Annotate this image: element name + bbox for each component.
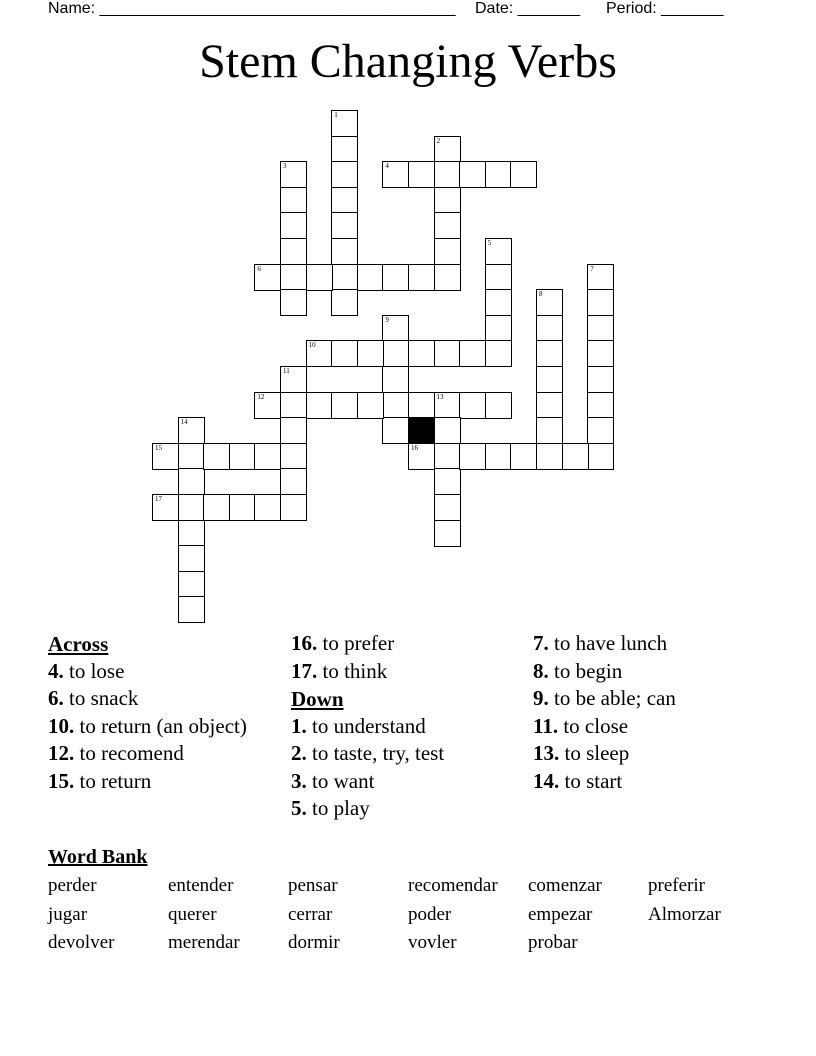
crossword-cell[interactable] xyxy=(434,136,461,163)
crossword-cell[interactable] xyxy=(382,264,409,291)
crossword-cell[interactable] xyxy=(434,392,461,419)
clue-down-1: 1. to understand xyxy=(291,713,426,738)
clue-across-15: 15. to return xyxy=(48,768,152,793)
crossword-cell[interactable] xyxy=(357,264,384,291)
clues-column-2 xyxy=(291,631,526,824)
page-title: Stem Changing Verbs xyxy=(199,35,617,88)
crossword-cell[interactable] xyxy=(408,443,435,470)
down-heading: Down xyxy=(291,687,344,711)
clue-down-11: 11. to close xyxy=(533,713,629,738)
crossword-cell[interactable] xyxy=(152,494,179,521)
clue-number: 13 xyxy=(436,392,444,401)
crossword-cell[interactable] xyxy=(280,443,307,470)
clue-number: 6 xyxy=(257,264,261,273)
crossword-cell[interactable] xyxy=(280,161,307,188)
crossword-cell[interactable] xyxy=(587,264,614,291)
crossword-cell[interactable] xyxy=(434,340,461,367)
crossword-cell[interactable] xyxy=(331,340,358,367)
crossword-cell[interactable] xyxy=(331,289,358,316)
clue-across-6: 6. to snack xyxy=(48,686,139,710)
word-bank-title: Word Bank xyxy=(48,846,148,868)
clue-down-8: 8. to begin xyxy=(533,658,623,683)
crossword-cell[interactable] xyxy=(434,187,461,214)
crossword-cell[interactable] xyxy=(331,161,358,188)
clue-number: 17 xyxy=(155,495,162,503)
crossword-cell[interactable] xyxy=(280,289,307,316)
clue-number: 7 xyxy=(590,264,594,273)
clues-column-3 xyxy=(533,631,773,796)
crossword-cell[interactable] xyxy=(382,340,409,367)
crossword-cell[interactable] xyxy=(434,520,461,547)
crossword-cell[interactable] xyxy=(536,366,563,393)
crossword-cell[interactable] xyxy=(254,264,281,291)
word-bank-item: empezar xyxy=(528,904,593,925)
crossword-cell[interactable] xyxy=(229,443,256,470)
crossword-cell[interactable] xyxy=(408,392,435,419)
crossword-cell[interactable] xyxy=(459,340,486,367)
clue-down-7: 7. to have lunch xyxy=(533,631,668,655)
word-bank-item: merendar xyxy=(168,932,240,953)
crossword-cell[interactable] xyxy=(331,238,358,265)
crossword-cell[interactable] xyxy=(280,238,307,265)
period-field[interactable]: Period: _______ xyxy=(606,0,724,17)
crossword-cell[interactable] xyxy=(382,366,409,393)
crossword-cell[interactable] xyxy=(331,136,358,163)
crossword-black-cell xyxy=(408,417,435,444)
crossword-cell[interactable] xyxy=(178,571,205,598)
crossword-cell[interactable] xyxy=(434,468,461,495)
crossword-cell[interactable] xyxy=(178,468,205,495)
crossword-cell[interactable] xyxy=(510,443,537,470)
crossword-cell[interactable] xyxy=(485,161,512,188)
crossword-cell[interactable] xyxy=(434,212,461,239)
crossword-cell[interactable] xyxy=(587,366,614,393)
crossword-cell[interactable] xyxy=(434,417,461,444)
crossword-cell[interactable] xyxy=(536,443,563,470)
crossword-cell[interactable] xyxy=(280,264,307,291)
clue-down-9: 9. to be able; can xyxy=(533,686,676,710)
clue-across-17: 17. to think xyxy=(291,658,388,683)
crossword-cell[interactable] xyxy=(408,340,435,367)
crossword-cell[interactable] xyxy=(485,315,512,342)
word-bank-item: recomendar xyxy=(408,875,498,896)
clue-down-3: 3. to want xyxy=(291,768,375,793)
crossword-cell[interactable] xyxy=(331,110,358,137)
crossword-cell[interactable] xyxy=(331,264,358,291)
word-bank-item: cerrar xyxy=(288,904,333,925)
crossword-cell[interactable] xyxy=(178,417,205,444)
clue-number: 8 xyxy=(539,290,543,299)
crossword-cell[interactable] xyxy=(306,340,333,367)
clue-number: 1 xyxy=(334,111,338,119)
word-bank-item: pensar xyxy=(288,875,338,896)
crossword-cell[interactable] xyxy=(382,315,409,342)
crossword-cell[interactable] xyxy=(434,443,461,470)
crossword-cell[interactable] xyxy=(280,212,307,239)
clue-down-5: 5. to play xyxy=(291,796,370,820)
crossword-cell[interactable] xyxy=(178,494,205,521)
crossword-cell[interactable] xyxy=(229,494,256,521)
crossword-cell[interactable] xyxy=(434,264,461,291)
word-bank-item: jugar xyxy=(48,904,88,925)
clue-number: 15 xyxy=(155,443,162,452)
crossword-cell[interactable] xyxy=(562,443,589,470)
crossword-cell[interactable] xyxy=(382,392,409,419)
crossword-cell[interactable] xyxy=(459,161,486,188)
crossword-cell[interactable] xyxy=(280,417,307,444)
crossword-cell[interactable] xyxy=(331,187,358,214)
clue-down-13: 13. to sleep xyxy=(533,741,630,765)
crossword-cell[interactable] xyxy=(459,443,486,470)
clue-across-12: 12. to recomend xyxy=(48,741,184,765)
crossword-cell[interactable] xyxy=(434,494,461,521)
crossword-cell[interactable] xyxy=(178,545,205,572)
clue-across-4: 4. to lose xyxy=(48,658,125,683)
clue-number: 5 xyxy=(487,239,492,247)
crossword-cell[interactable] xyxy=(357,340,384,367)
crossword-cell[interactable] xyxy=(280,187,307,214)
crossword-cell[interactable] xyxy=(280,366,307,393)
crossword-cell[interactable] xyxy=(485,340,512,367)
crossword-cell[interactable] xyxy=(331,392,358,419)
name-field[interactable]: Name: ________________________________________ xyxy=(48,0,456,17)
crossword-cell[interactable] xyxy=(459,392,486,419)
crossword-cell[interactable] xyxy=(587,340,614,367)
crossword-cell[interactable] xyxy=(485,238,512,265)
clue-across-16: 16. to prefer xyxy=(291,631,395,655)
crossword-cell[interactable] xyxy=(254,443,281,470)
crossword-cell[interactable] xyxy=(152,443,179,470)
crossword-cell[interactable] xyxy=(485,289,512,316)
clue-number: 11 xyxy=(283,367,290,375)
crossword-cell[interactable] xyxy=(408,264,435,291)
clue-number: 10 xyxy=(308,341,316,350)
crossword-cell[interactable] xyxy=(536,392,563,419)
clue-number: 3 xyxy=(283,162,287,171)
crossword-cell[interactable] xyxy=(587,392,614,419)
word-bank-item: perder xyxy=(48,875,97,896)
clue-number: 12 xyxy=(257,392,265,401)
crossword-cell[interactable] xyxy=(485,392,512,419)
clue-number: 9 xyxy=(385,315,389,324)
clue-down-2: 2. to taste, try, test xyxy=(291,741,445,765)
crossword-cell[interactable] xyxy=(178,443,205,470)
crossword-cell[interactable] xyxy=(254,494,281,521)
crossword-cell[interactable] xyxy=(331,212,358,239)
word-bank-item: preferir xyxy=(648,875,705,896)
crossword-cell[interactable] xyxy=(382,161,409,188)
crossword-cell[interactable] xyxy=(536,340,563,367)
crossword-cell[interactable] xyxy=(485,443,512,470)
word-bank-item: vovler xyxy=(408,932,457,953)
across-heading: Across xyxy=(48,632,109,656)
crossword-cell[interactable] xyxy=(536,417,563,444)
crossword-cell[interactable] xyxy=(434,238,461,265)
crossword-cell[interactable] xyxy=(587,289,614,316)
crossword-cell[interactable] xyxy=(587,315,614,342)
clue-number: 4 xyxy=(385,162,389,171)
crossword-cell[interactable] xyxy=(587,443,614,470)
crossword-cell[interactable] xyxy=(254,392,281,419)
crossword-cell[interactable] xyxy=(280,392,307,419)
word-bank-item: comenzar xyxy=(528,875,602,896)
crossword-cell[interactable] xyxy=(510,161,537,188)
crossword-cell[interactable] xyxy=(178,520,205,547)
crossword-cell[interactable] xyxy=(306,264,333,291)
crossword-cell[interactable] xyxy=(178,596,205,623)
date-field[interactable]: Date: _______ xyxy=(475,0,580,17)
crossword-cell[interactable] xyxy=(587,417,614,444)
word-bank-item: devolver xyxy=(48,932,115,953)
word-bank-item: probar xyxy=(528,932,578,953)
crossword-cell[interactable] xyxy=(280,494,307,521)
clue-across-10: 10. to return (an object) xyxy=(48,713,247,738)
clue-number: 14 xyxy=(180,418,188,427)
clue-number: 16 xyxy=(411,443,418,452)
word-bank-item: querer xyxy=(168,904,217,925)
word-bank-item: poder xyxy=(408,904,452,925)
crossword-cell[interactable] xyxy=(536,289,563,316)
word-bank-item: dormir xyxy=(288,932,340,953)
crossword-cell[interactable] xyxy=(203,443,230,470)
clue-number: 2 xyxy=(436,136,441,145)
crossword-cell[interactable] xyxy=(203,494,230,521)
crossword-cell[interactable] xyxy=(357,392,384,419)
word-bank-item: Almorzar xyxy=(648,904,721,925)
crossword-cell[interactable] xyxy=(280,468,307,495)
crossword-cell[interactable] xyxy=(536,315,563,342)
crossword-cell[interactable] xyxy=(485,264,512,291)
clues-column-1 xyxy=(48,631,278,796)
crossword-cell[interactable] xyxy=(306,392,333,419)
clue-down-14: 14. to start xyxy=(533,768,623,793)
crossword-cell[interactable] xyxy=(434,161,461,188)
crossword-cell[interactable] xyxy=(408,161,435,188)
word-bank-item: entender xyxy=(168,875,234,896)
crossword-cell[interactable] xyxy=(382,417,409,444)
